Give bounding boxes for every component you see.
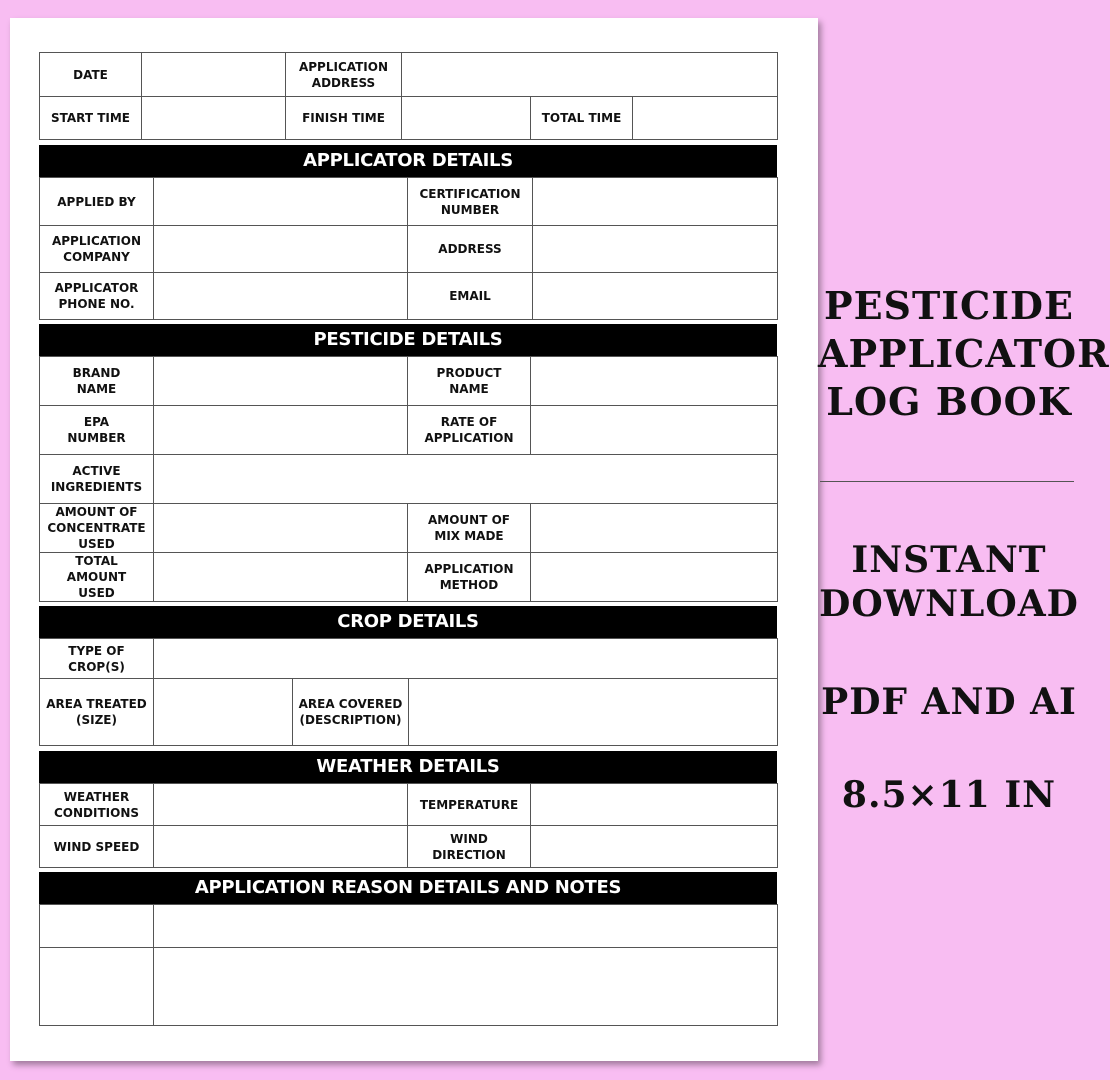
- notes-reason-field[interactable]: [40, 905, 154, 948]
- amount-mix-field[interactable]: [531, 504, 778, 553]
- title-line-2: APPLICATOR: [818, 331, 1110, 376]
- promo-panel: [818, 0, 1110, 1080]
- area-treated-label: AREA TREATED (SIZE): [40, 679, 154, 746]
- notes-detail-field[interactable]: [154, 905, 778, 948]
- rate-of-application-field[interactable]: [531, 406, 778, 455]
- address-label: ADDRESS: [408, 226, 533, 273]
- applied-by-field[interactable]: [154, 178, 408, 226]
- pesticide-block: [39, 356, 777, 602]
- email-field[interactable]: [533, 273, 778, 320]
- wind-direction-field[interactable]: [531, 826, 778, 868]
- notes-extra-field[interactable]: [40, 948, 154, 1026]
- pesticide-table: [39, 356, 778, 602]
- notes-block: [39, 904, 777, 1026]
- applicator-block: [39, 177, 777, 320]
- weather-heading: WEATHER DETAILS: [39, 751, 777, 783]
- amount-mix-label: AMOUNT OF MIX MADE: [408, 504, 531, 553]
- temperature-label: TEMPERATURE: [408, 784, 531, 826]
- certification-number-label: CERTIFICATION NUMBER: [408, 178, 533, 226]
- rate-of-application-label: RATE OF APPLICATION: [408, 406, 531, 455]
- date-label: DATE: [40, 53, 142, 97]
- download-line: DOWNLOAD: [819, 583, 1079, 625]
- total-amount-label: TOTAL AMOUNT USED: [40, 553, 154, 602]
- wind-direction-label: WIND DIRECTION: [408, 826, 531, 868]
- type-of-crop-field[interactable]: [154, 639, 778, 679]
- applied-by-label: APPLIED BY: [40, 178, 154, 226]
- crop-heading: CROP DETAILS: [39, 606, 777, 638]
- notes-table: [39, 904, 778, 1026]
- product-title: [818, 282, 1110, 426]
- applicator-heading: APPLICATOR DETAILS: [39, 145, 777, 177]
- date-field[interactable]: [142, 53, 286, 97]
- total-amount-field[interactable]: [154, 553, 408, 602]
- type-of-crop-label: TYPE OF CROP(S): [40, 639, 154, 679]
- application-address-field[interactable]: [402, 53, 778, 97]
- start-time-label: START TIME: [40, 97, 142, 140]
- wind-speed-label: WIND SPEED: [40, 826, 154, 868]
- weather-block: [39, 783, 777, 868]
- title-line-1: PESTICIDE: [824, 283, 1074, 328]
- amount-concentrate-label: AMOUNT OF CONCENTRATE USED: [40, 504, 154, 553]
- area-covered-field[interactable]: [409, 679, 778, 746]
- active-ingredients-field[interactable]: [154, 455, 778, 504]
- applicator-table: [39, 177, 778, 320]
- log-sheet: [10, 18, 818, 1061]
- notes-text-field[interactable]: [154, 948, 778, 1026]
- product-name-field[interactable]: [531, 357, 778, 406]
- size-text: 8.5×11 IN: [841, 774, 1057, 816]
- application-method-label: APPLICATION METHOD: [408, 553, 531, 602]
- finish-time-label: FINISH TIME: [286, 97, 402, 140]
- application-company-field[interactable]: [154, 226, 408, 273]
- formats-text: PDF AND AI: [821, 681, 1077, 723]
- application-company-label: APPLICATION COMPANY: [40, 226, 154, 273]
- title-line-3: LOG BOOK: [826, 379, 1072, 424]
- crop-table: [39, 638, 778, 746]
- epa-number-label: EPA NUMBER: [40, 406, 154, 455]
- address-field[interactable]: [533, 226, 778, 273]
- crop-block: [39, 638, 777, 746]
- finish-time-field[interactable]: [402, 97, 531, 140]
- active-ingredients-label: ACTIVE INGREDIENTS: [40, 455, 154, 504]
- weather-conditions-field[interactable]: [154, 784, 408, 826]
- applicator-phone-field[interactable]: [154, 273, 408, 320]
- pesticide-heading: PESTICIDE DETAILS: [39, 324, 777, 356]
- instant-line: INSTANT: [851, 539, 1047, 581]
- header-table: [39, 52, 778, 140]
- weather-conditions-label: WEATHER CONDITIONS: [40, 784, 154, 826]
- start-time-field[interactable]: [142, 97, 286, 140]
- instant-download: [818, 538, 1080, 626]
- email-label: EMAIL: [408, 273, 533, 320]
- epa-number-field[interactable]: [154, 406, 408, 455]
- application-method-field[interactable]: [531, 553, 778, 602]
- area-covered-label: AREA COVERED (DESCRIPTION): [293, 679, 409, 746]
- area-treated-field[interactable]: [154, 679, 293, 746]
- total-time-label: TOTAL TIME: [531, 97, 633, 140]
- product-name-label: PRODUCT NAME: [408, 357, 531, 406]
- certification-number-field[interactable]: [533, 178, 778, 226]
- applicator-phone-label: APPLICATOR PHONE NO.: [40, 273, 154, 320]
- application-address-label: APPLICATION ADDRESS: [286, 53, 402, 97]
- amount-concentrate-field[interactable]: [154, 504, 408, 553]
- temperature-field[interactable]: [531, 784, 778, 826]
- promo-divider: [820, 481, 1074, 482]
- notes-heading: APPLICATION REASON DETAILS AND NOTES: [39, 872, 777, 904]
- total-time-field[interactable]: [633, 97, 778, 140]
- brand-name-label: BRAND NAME: [40, 357, 154, 406]
- header-block: [39, 52, 777, 140]
- weather-table: [39, 783, 778, 868]
- brand-name-field[interactable]: [154, 357, 408, 406]
- wind-speed-field[interactable]: [154, 826, 408, 868]
